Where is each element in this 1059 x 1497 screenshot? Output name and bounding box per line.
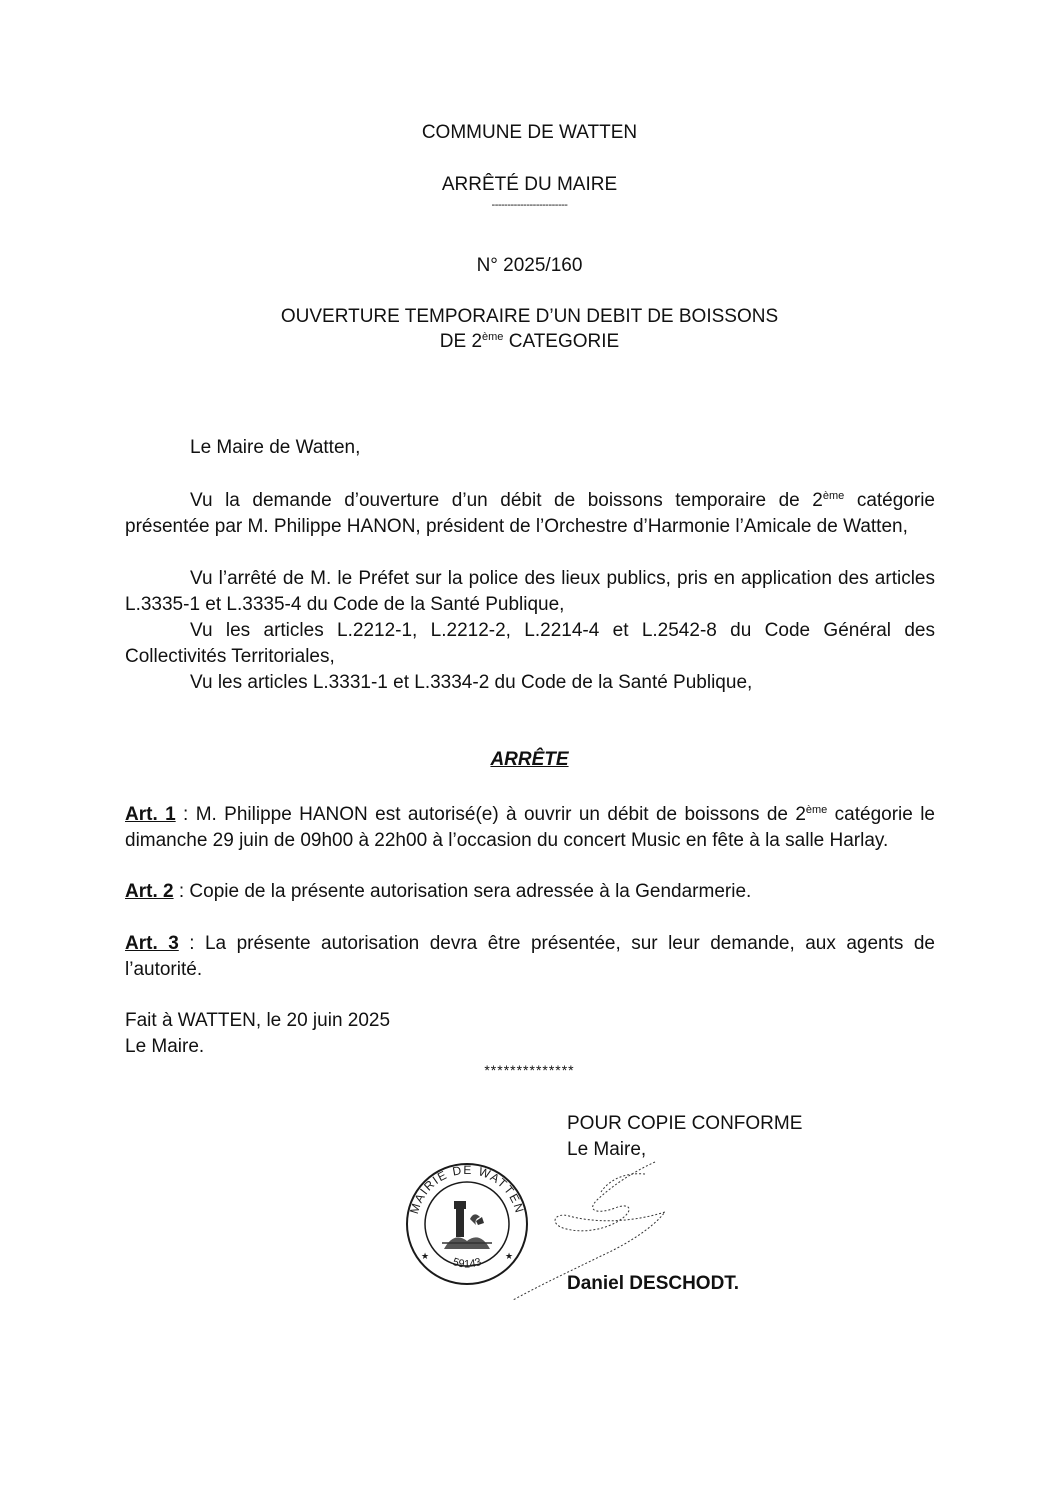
svg-text:59143 (451, 1256, 483, 1270)
consideration-3: Vu les articles L.2212-1, L.2212-2, L.2214-4 et L.2542-8 du Code Général des Collectivités Territoriales, (125, 620, 935, 667)
place-date: Fait à WATTEN, le 20 juin 2025 (125, 1010, 391, 1031)
svg-text:★: ★ (421, 1251, 430, 1261)
consideration-2: Vu l’arrêté de M. le Préfet sur la police des lieux publics, pris en application des articles L.3335-1 et L.3335-4 du Code de la Santé Publique, (125, 568, 935, 615)
intro-text: Le Maire de Watten, (190, 437, 361, 458)
document-type-heading: ARRÊTÉ DU MAIRE (441, 174, 618, 195)
stamp-bottom-text: 59143 (451, 1256, 483, 1271)
consideration-4: Vu les articles L.3331-1 et L.3334-2 du Code de la Santé Publique, (190, 672, 753, 693)
article-1: Art. 1 : M. Philippe HANON est autorisé(e) à ouvrir un débit de boissons de 2ème catégorie le dimanche 29 juin de 09h00 à 22h00 à l’occasion du concert Music en fête à la salle Harlay. (125, 804, 935, 851)
stamp-top-text: MAIRIE DE WATTEN (407, 1162, 527, 1216)
article-3: Art. 3 : La présente autorisation devra être présentée, sur leur demande, aux agents de l’autorité. (125, 933, 935, 980)
closing-signatory-title: Le Maire. (125, 1036, 205, 1057)
stars-separator: ************** (484, 1062, 575, 1078)
signatory-name: Daniel DESCHODT. (567, 1273, 740, 1294)
article-2: Art. 2 : Copie de la présente autorisation sera adressée à la Gendarmerie. (125, 881, 752, 902)
subject-line-1: OUVERTURE TEMPORAIRE D’UN DEBIT DE BOISSONS (280, 306, 779, 327)
header-separator: ------------------------ (491, 199, 568, 211)
certification-mayor: Le Maire, (567, 1139, 647, 1160)
arrete-number: N° 2025/160 (476, 255, 583, 276)
subject-line-2: DE 2ème CATEGORIE (439, 331, 620, 352)
decision-title: ARRÊTE (490, 749, 569, 770)
certification-line: POUR COPIE CONFORME (567, 1113, 803, 1134)
consideration-1: Vu la demande d’ouverture d’un débit de boissons temporaire de 2ème catégorie présentée par M. Philippe HANON, président de l’Orchestre d’Harmonie l’Amicale de Watten, (125, 490, 935, 537)
svg-text:★: ★ (505, 1251, 514, 1261)
commune-heading: COMMUNE DE WATTEN (421, 122, 638, 143)
